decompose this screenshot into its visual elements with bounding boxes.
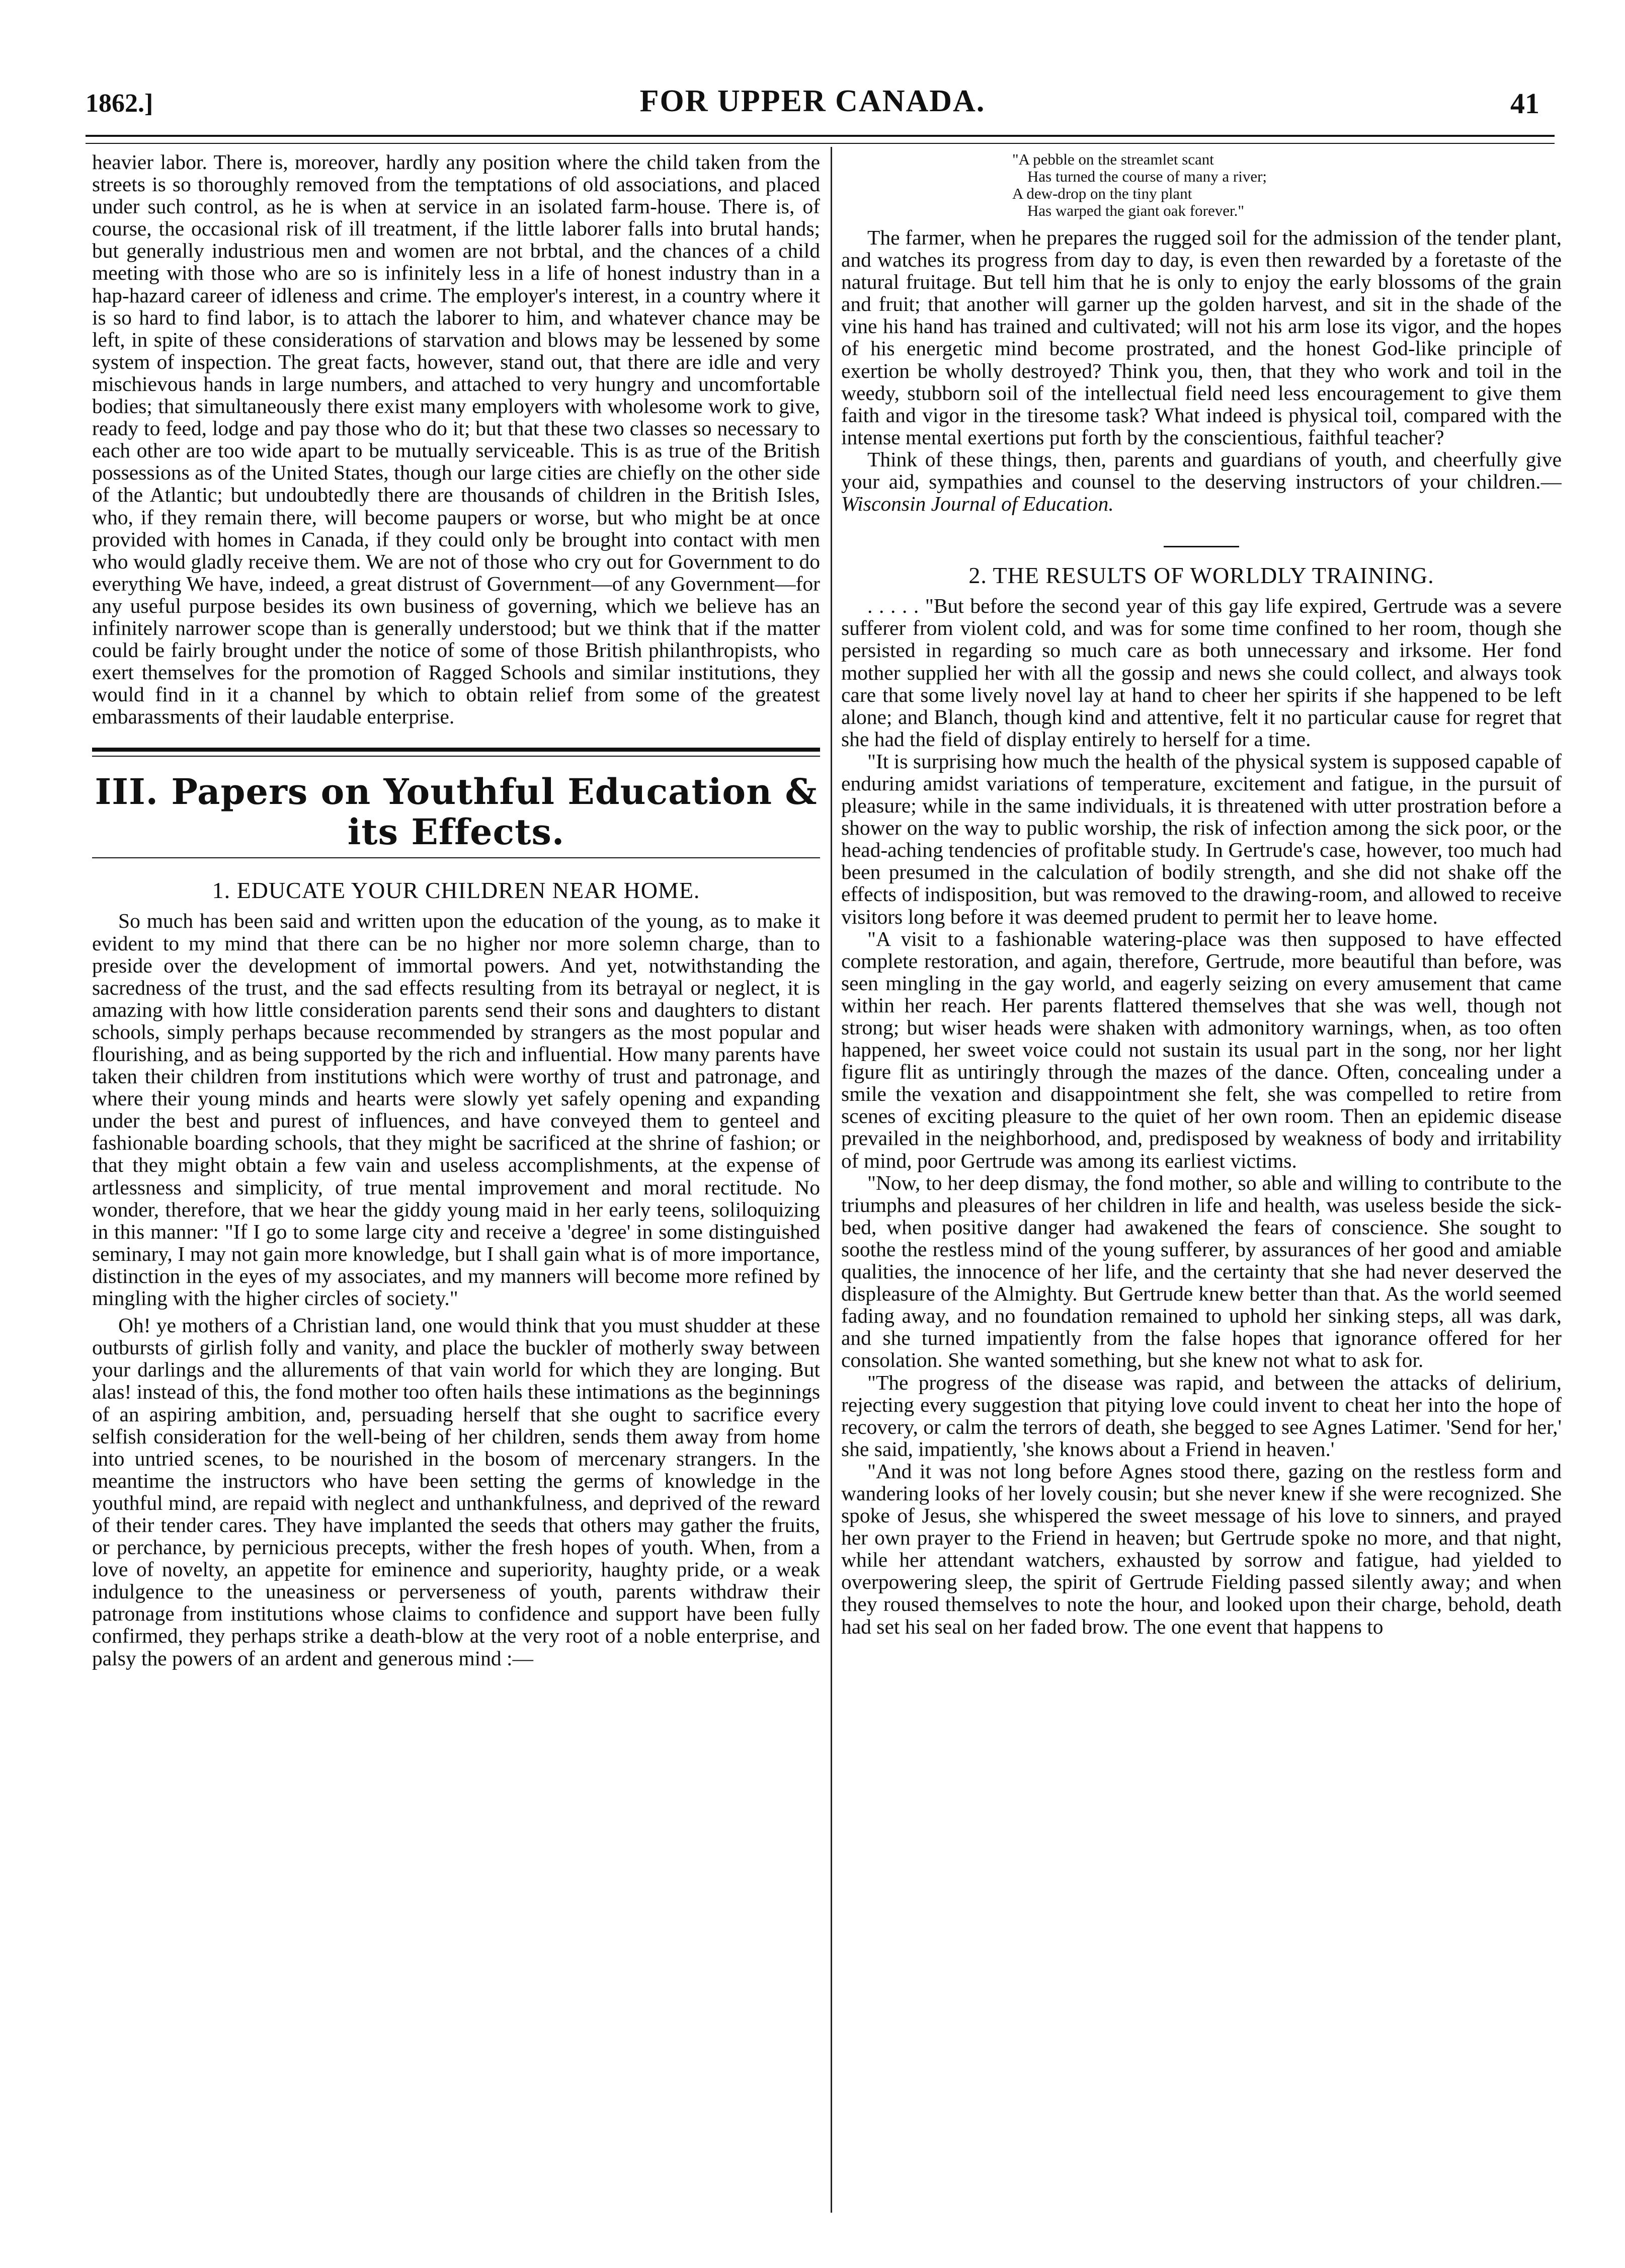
- article-paragraph: Oh! ye mothers of a Christian land, one would think that you must shudder at these outbursts of girlish folly and vanity, and place the buckler of motherly sway between your darlings and the allurements of that vain world for which they are longing. But alas! instead of this, the fond mother too often hails these intimations as the beginnings of an aspiring ambition, and, persuading herself that she ought to sacrifice every selfish consideration for the well-being of her children, sends them away from home into untried scenes, to be nourished in the bosom of mercenary strangers. In the meantime the instructors who have been setting the germs of knowledge in the youthful mind, are repaid with neglect and unthankfulness, and deprived of the reward of their tender cares. They have implanted the seeds that others may gather the fruits, or perchance, by pernicious precepts, wither the fresh hopes of youth. When, from a love of novelty, an appetite for eminence and superiority, haughty pride, or a weak indulgence to the uneasiness or perverseness of youth, parents withdraw their patronage from institutions whose claims to confidence and support have been fully confirmed, they perhaps strike a death-blow at the very root of a noble enterprise, and palsy the powers of an ardent and generous mind :—: [92, 1314, 820, 1670]
- running-head-title: FOR UPPER CANADA.: [639, 84, 986, 118]
- poem-line: "A pebble on the streamlet scant: [1012, 151, 1214, 168]
- closing-text: Think of these things, then, parents and guardians of youth, and cheerfully give your aid, sympathies and counsel to the deserving instructors of your children.—: [841, 447, 1562, 494]
- article-paragraph: "A visit to a fashionable watering-place was then supposed to have effected complete restoration, and again, therefore, Gertrude, more beautiful than before, was seen mingling in the gay world, and eagerly seizing on every amusement that came within her reach. Her parents flattered themselves that she was well, though not strong; but wiser heads were shaken with admonitory warnings, when, as too often happened, her sweet voice could not sustain its usual part in the song, nor her light figure flit as untiringly through the mazes of the dance. Often, concealing under a smile the vexation and disappointment she felt, she was compelled to retire from scenes of exciting pleasure to the quiet of her own room. Then an epidemic disease prevailed in the neighborhood, and, predisposed by weakness of body and irritability of mind, poor Gertrude was among its earliest victims.: [841, 927, 1562, 1172]
- section-rule-thick: [92, 748, 820, 752]
- article-title: 1. EDUCATE YOUR CHILDREN NEAR HOME.: [212, 877, 700, 904]
- article-paragraph: "The progress of the disease was rapid, and between the attacks of delirium, rejecting every suggestion that pitying love could invent to cheat her into the hope of recovery, or calm the terrors of death, she begged to see Agnes Latimer. 'Send for her,' she said, impatiently, 'she knows about a Friend in heaven.': [841, 1370, 1562, 1461]
- article-paragraph: "Now, to her deep dismay, the fond mother, so able and willing to contribute to the triumphs and pleasures of her children in life and health, was useless beside the sick-bed, when positive danger had awakened the fears of conscience. She sought to soothe the restless mind of the young sufferer, by assurances of her good and amiable qualities, the innocence of her life, and the certainty that she had never deserved the displeasure of the Almighty. But Gertrude knew better than that. As the world seemed fading away, and no foundation remained to uphold her sinking steps, all was dark, and she turned impatiently from the false hopes that ignorance offered for her consolation. She wanted something, but she knew not what to ask for.: [841, 1171, 1562, 1372]
- poem-line: Has warped the giant oak forever.": [1027, 202, 1244, 219]
- article-paragraph: So much has been said and written upon the education of the young, as to make it evident to my mind that there can be no higher nor more solemn charge, than to preside over the development of immortal powers. And yet, notwithstanding the sacredness of the trust, and the sad effects resulting from its betrayal or neglect, it is amazing with how little consideration parents send their sons and daughters to distant schools, simply perhaps because recommended by strangers as the most popular and flourishing, and as being supported by the rich and influential. How many parents have taken their children from institutions which were worthy of trust and patronage, and where their young minds and hearts were slowly yet safely opening and expanding under the best and purest of influences, and have conveyed them to genteel and fashionable boarding schools, that they might be sacrificed at the shrine of fashion; or that they might obtain a few vain and useless accomplishments, at the expense of artlessness and simplicity, of true mental improvement and moral rectitude. No wonder, therefore, that we hear the giddy young maid in her early teens, soliloquizing in this manner: "If I go to some large city and receive a 'degree' in some distinguished seminary, I may not gain more knowledge, but I shall gain what is of more importance, distinction in the eyes of my associates, and my manners will become more refined by mingling with the higher circles of society.": [92, 909, 820, 1310]
- right-column: [841, 151, 1562, 2208]
- running-head-year: 1862.]: [86, 89, 153, 118]
- left-column: [92, 151, 820, 2208]
- article-paragraph: . . . . . "But before the second year of this gay life expired, Gertrude was a severe sufferer from violent cold, and was for some time confined to her room, though she persisted in regarding so much care as both unnecessary and irksome. Her fond mother supplied her with all the gossip and news she could collect, and always took care that some lively novel lay at hand to cheer her spirits if she happened to be left alone; and Blanch, though kind and attentive, felt it no particular cause for regret that she had the field of display entirely to herself for a time.: [841, 594, 1562, 751]
- section-rule-thin: [92, 756, 820, 757]
- article-separator: [1164, 546, 1239, 547]
- article-paragraph: The farmer, when he prepares the rugged soil for the admission of the tender plant, and watches its progress from day to day, is even then rewarded by a foretaste of the natural fruitage. But tell him that he is only to enjoy the early blossoms of the grain and fruit; that another will garner up the golden harvest, and sit in the shade of the vine his hand has trained and cultivated; will not his arm lose its vigor, and the hopes of his energetic mind become prostrated, and the honest God-like principle of exertion be wholly destroyed? Think you, then, that they who work and toil in the weedy, stubborn soil of the intellectual field need less encouragement to give them faith and vigor in the tiresome task? What indeed is physical toil, compared with the intense mental exertions put forth by the conscientious, faithful teacher?: [841, 226, 1562, 449]
- poem-quote: [1012, 151, 1562, 219]
- running-head: [86, 84, 1539, 127]
- poem-line: Has turned the course of many a river;: [1027, 168, 1267, 185]
- column-divider: [831, 147, 832, 2213]
- article-source: Wisconsin Journal of Education.: [841, 492, 1114, 516]
- article-closing-paragraph: [841, 448, 1562, 515]
- opening-paragraph: heavier labor. There is, moreover, hardly any position where the child taken from the streets is so thoroughly removed from the temptations of old associations, and placed under such control, as he is when at service in an isolated farm-house. There is, of course, the occasional risk of ill treatment, if the little laborer falls into brutal hands; but generally industrious men and women are not brbtal, and the chances of a child meeting with those who are so is infinitely less in a life of honest industry than in a hap-hazard career of idleness and crime. The employer's interest, in a country where it is so hard to find labor, is to attach the laborer to him, and whatever chance may be left, in spite of these considerations of starvation and blows may be lessened by some system of inspection. The great facts, however, stand out, that there are idle and very mischievous hands in large numbers, and attached to very hungry and uncomfortable bodies; that simultaneously there exist many employers with wholesome work to give, ready to feed, lodge and pay those who do it; but that these two classes so necessary to each other are too wide apart to be mutually serviceable. This is as true of the British possessions as of the United States, though our large cities are chiefly on the other side of the Atlantic; but undoubtedly there are thousands of children in the British Isles, who, if they remain there, will become paupers or worse, but who might be at once provided with homes in Canada, if they could only be brought into contact with men who would gladly receive them. We are not of those who cry out for Government to do everything We have, indeed, a great distrust of Government—of any Government—for any useful purpose besides its own business of governing, which we believe has an infinitely narrower scope than is generally understood; but we think that if the matter could be fairly brought under the notice of some of those British philanthropists, who exert themselves for the promotion of Ragged Schools and similar institutions, they would find in it a channel by which to obtain relief from some of the greatest embarassments of their laudable enterprise.: [92, 151, 820, 728]
- header-rule: [86, 135, 1555, 144]
- poem-line: A dew-drop on the tiny plant: [1012, 185, 1192, 202]
- section-heading-rule: [92, 857, 820, 858]
- article-paragraph: "It is surprising how much the health of the physical system is supposed capable of enduring amidst variations of temperature, excitement and fatigue, in the pursuit of pleasure; while in the same individuals, it is threatened with utter prostration before a shower on the way to public worship, the risk of infection among the sick poor, or the head-aching tendencies of profitable study. In Gertrude's case, however, too much had been presumed in the calculation of bodily strength, and she did not shake off the effects of indisposition, but was removed to the drawing-room, and allowed to receive visitors long before it was deemed prudent to permit her to leave home.: [841, 749, 1562, 928]
- article-title: 2. THE RESULTS OF WORLDLY TRAINING.: [968, 562, 1434, 589]
- page-number: 41: [1510, 87, 1539, 120]
- article-paragraph: "And it was not long before Agnes stood there, gazing on the restless form and wandering looks of her lovely cousin; but she never knew if she were recognized. She spoke of Jesus, she whispered the sweet message of his love to sinners, and prayed her own prayer to the Friend in heaven; but Gertrude spoke no more, and that night, while her attendant watchers, exhausted by sorrow and fatigue, had yielded to overpowering sleep, the spirit of Gertrude Fielding passed silently away; and when they roused themselves to note the hour, and looked upon their charge, behold, death had set his seal on her faded brow. The one event that happens to: [841, 1459, 1562, 1638]
- section-heading: III. Papers on Youthful Education & its Effects.: [95, 771, 818, 853]
